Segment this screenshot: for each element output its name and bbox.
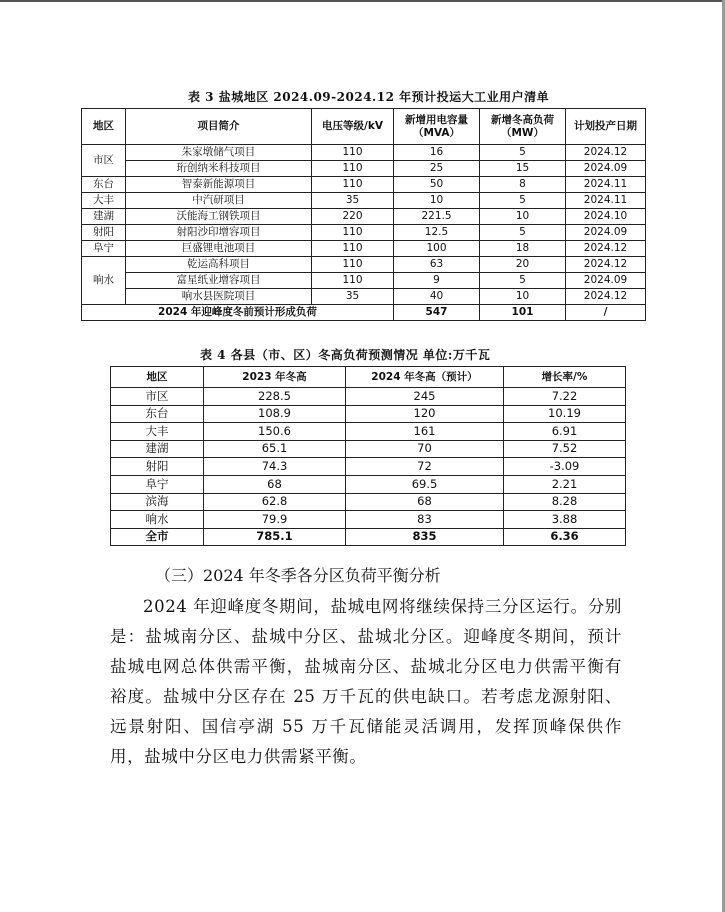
table-row [82, 145, 646, 161]
load-cell: 15 [480, 161, 566, 177]
total-growth-cell: 6.36 [504, 528, 626, 546]
section-heading: （三）2024 年冬季各分区负荷平衡分析 [155, 566, 441, 585]
date-cell: 2024.11 [566, 193, 646, 209]
capacity-cell: 10 [394, 193, 480, 209]
footer-date: / [566, 305, 646, 321]
region-cell: 射阳 [111, 458, 204, 476]
project-cell: 射阳沙印增容项目 [126, 225, 312, 241]
section-paragraph: 2024 年迎峰度冬期间，盐城电网将继续保持三分区运行。分别是：盐城南分区、盐城中分区、盐城北分区。迎峰度冬期间，预计盐城电网总体供需平衡，盐城南分区、盐城北分区电力供需平衡有裕度。盐城中分区存在 25 万千瓦的供电缺口。若考虑龙源射阳、远景射阳、国信亭湖 55 万千瓦储能灵活调用，发挥顶峰保供作用，盐城中分区电力供需紧平衡。 [110, 597, 622, 766]
table-row [111, 475, 626, 493]
growth-cell: 8.28 [504, 493, 626, 511]
date-cell: 2024.12 [566, 241, 646, 257]
table-row [82, 177, 646, 193]
table-row [111, 405, 626, 423]
load-cell: 8 [480, 177, 566, 193]
voltage-cell: 35 [312, 289, 394, 305]
table-row [111, 511, 626, 529]
load-cell: 5 [480, 225, 566, 241]
y2023-cell: 79.9 [204, 511, 346, 529]
table3-header-project: 项目简介 [126, 109, 312, 145]
table-row [111, 458, 626, 476]
growth-cell: 10.19 [504, 405, 626, 423]
region-cell: 阜宁 [111, 475, 204, 493]
table4-total-row [111, 528, 626, 546]
load-cell: 5 [480, 273, 566, 289]
table3-header-capacity: 新增用电容量（MVA） [394, 109, 480, 145]
region-cell: 滨海 [111, 493, 204, 511]
table-row [111, 388, 626, 406]
y2024-cell: 120 [346, 405, 504, 423]
capacity-cell: 63 [394, 257, 480, 273]
table4-header-2024: 2024 年冬高（预计） [346, 367, 504, 388]
region-cell: 响水 [111, 511, 204, 529]
voltage-cell: 35 [312, 193, 394, 209]
table-row [82, 161, 646, 177]
table3-footer-row [82, 305, 646, 321]
region-cell: 阜宁 [82, 241, 126, 257]
y2023-cell: 62.8 [204, 493, 346, 511]
capacity-cell: 221.5 [394, 209, 480, 225]
y2023-cell: 228.5 [204, 388, 346, 406]
table-row [111, 493, 626, 511]
table4-header-2023: 2023 年冬高 [204, 367, 346, 388]
table3-header-voltage: 电压等级/kV [312, 109, 394, 145]
growth-cell: 2.21 [504, 475, 626, 493]
capacity-cell: 25 [394, 161, 480, 177]
table-row [82, 241, 646, 257]
table4 [110, 366, 626, 546]
y2024-cell: 83 [346, 511, 504, 529]
date-cell: 2024.12 [566, 257, 646, 273]
capacity-cell: 12.5 [394, 225, 480, 241]
project-cell: 沃能海工钢铁项目 [126, 209, 312, 225]
region-cell: 响水 [82, 257, 126, 305]
region-cell: 市区 [82, 145, 126, 177]
table4-header-region: 地区 [111, 367, 204, 388]
capacity-cell: 50 [394, 177, 480, 193]
voltage-cell: 110 [312, 225, 394, 241]
project-cell: 响水县医院项目 [126, 289, 312, 305]
page-top-border [0, 0, 725, 2]
table3-header-date: 计划投产日期 [566, 109, 646, 145]
region-cell: 建湖 [82, 209, 126, 225]
growth-cell: -3.09 [504, 458, 626, 476]
y2024-cell: 161 [346, 423, 504, 441]
project-cell: 富星纸业增容项目 [126, 273, 312, 289]
voltage-cell: 110 [312, 257, 394, 273]
capacity-cell: 16 [394, 145, 480, 161]
date-cell: 2024.09 [566, 273, 646, 289]
capacity-cell: 40 [394, 289, 480, 305]
y2023-cell: 150.6 [204, 423, 346, 441]
project-cell: 中汽研项目 [126, 193, 312, 209]
table-row [82, 193, 646, 209]
growth-cell: 6.91 [504, 423, 626, 441]
region-cell: 大丰 [111, 423, 204, 441]
region-cell: 市区 [111, 388, 204, 406]
project-cell: 乾运高科项目 [126, 257, 312, 273]
voltage-cell: 110 [312, 145, 394, 161]
y2024-cell: 245 [346, 388, 504, 406]
project-cell: 朱家墩储气项目 [126, 145, 312, 161]
capacity-cell: 100 [394, 241, 480, 257]
region-cell: 东台 [82, 177, 126, 193]
table3-header-region: 地区 [82, 109, 126, 145]
date-cell: 2024.10 [566, 209, 646, 225]
footer-load: 101 [480, 305, 566, 321]
y2024-cell: 68 [346, 493, 504, 511]
table-row [82, 289, 646, 305]
date-cell: 2024.09 [566, 225, 646, 241]
table4-caption: 表 4 各县（市、区）冬高负荷预测情况 单位:万千瓦 [200, 348, 491, 362]
load-cell: 5 [480, 145, 566, 161]
footer-label: 2024 年迎峰度冬前预计形成负荷 [82, 305, 394, 321]
table3-caption: 表 3 盐城地区 2024.09-2024.12 年预计投运大工业用户清单 [188, 90, 550, 104]
voltage-cell: 220 [312, 209, 394, 225]
project-cell: 珩创纳米科技项目 [126, 161, 312, 177]
total-y2024-cell: 835 [346, 528, 504, 546]
capacity-cell: 9 [394, 273, 480, 289]
voltage-cell: 110 [312, 241, 394, 257]
load-cell: 10 [480, 209, 566, 225]
voltage-cell: 110 [312, 273, 394, 289]
y2023-cell: 74.3 [204, 458, 346, 476]
date-cell: 2024.12 [566, 145, 646, 161]
project-cell: 智泰新能源项目 [126, 177, 312, 193]
date-cell: 2024.09 [566, 161, 646, 177]
voltage-cell: 110 [312, 161, 394, 177]
table-row [82, 225, 646, 241]
footer-capacity: 547 [394, 305, 480, 321]
y2023-cell: 68 [204, 475, 346, 493]
region-cell: 东台 [111, 405, 204, 423]
table-row [111, 423, 626, 441]
total-region-cell: 全市 [111, 528, 204, 546]
project-cell: 巨盛锂电池项目 [126, 241, 312, 257]
y2024-cell: 70 [346, 440, 504, 458]
y2023-cell: 108.9 [204, 405, 346, 423]
date-cell: 2024.11 [566, 177, 646, 193]
growth-cell: 7.52 [504, 440, 626, 458]
load-cell: 18 [480, 241, 566, 257]
y2024-cell: 72 [346, 458, 504, 476]
table3 [81, 108, 646, 321]
y2024-cell: 69.5 [346, 475, 504, 493]
table3-header-load: 新增冬高负荷（MW） [480, 109, 566, 145]
load-cell: 10 [480, 289, 566, 305]
table-row [82, 273, 646, 289]
table-row [82, 257, 646, 273]
table-row [111, 440, 626, 458]
load-cell: 5 [480, 193, 566, 209]
load-cell: 20 [480, 257, 566, 273]
voltage-cell: 110 [312, 177, 394, 193]
growth-cell: 3.88 [504, 511, 626, 529]
region-cell: 射阳 [82, 225, 126, 241]
region-cell: 大丰 [82, 193, 126, 209]
date-cell: 2024.12 [566, 289, 646, 305]
table-row [82, 209, 646, 225]
table4-header-growth: 增长率/% [504, 367, 626, 388]
y2023-cell: 65.1 [204, 440, 346, 458]
total-y2023-cell: 785.1 [204, 528, 346, 546]
region-cell: 建湖 [111, 440, 204, 458]
growth-cell: 7.22 [504, 388, 626, 406]
